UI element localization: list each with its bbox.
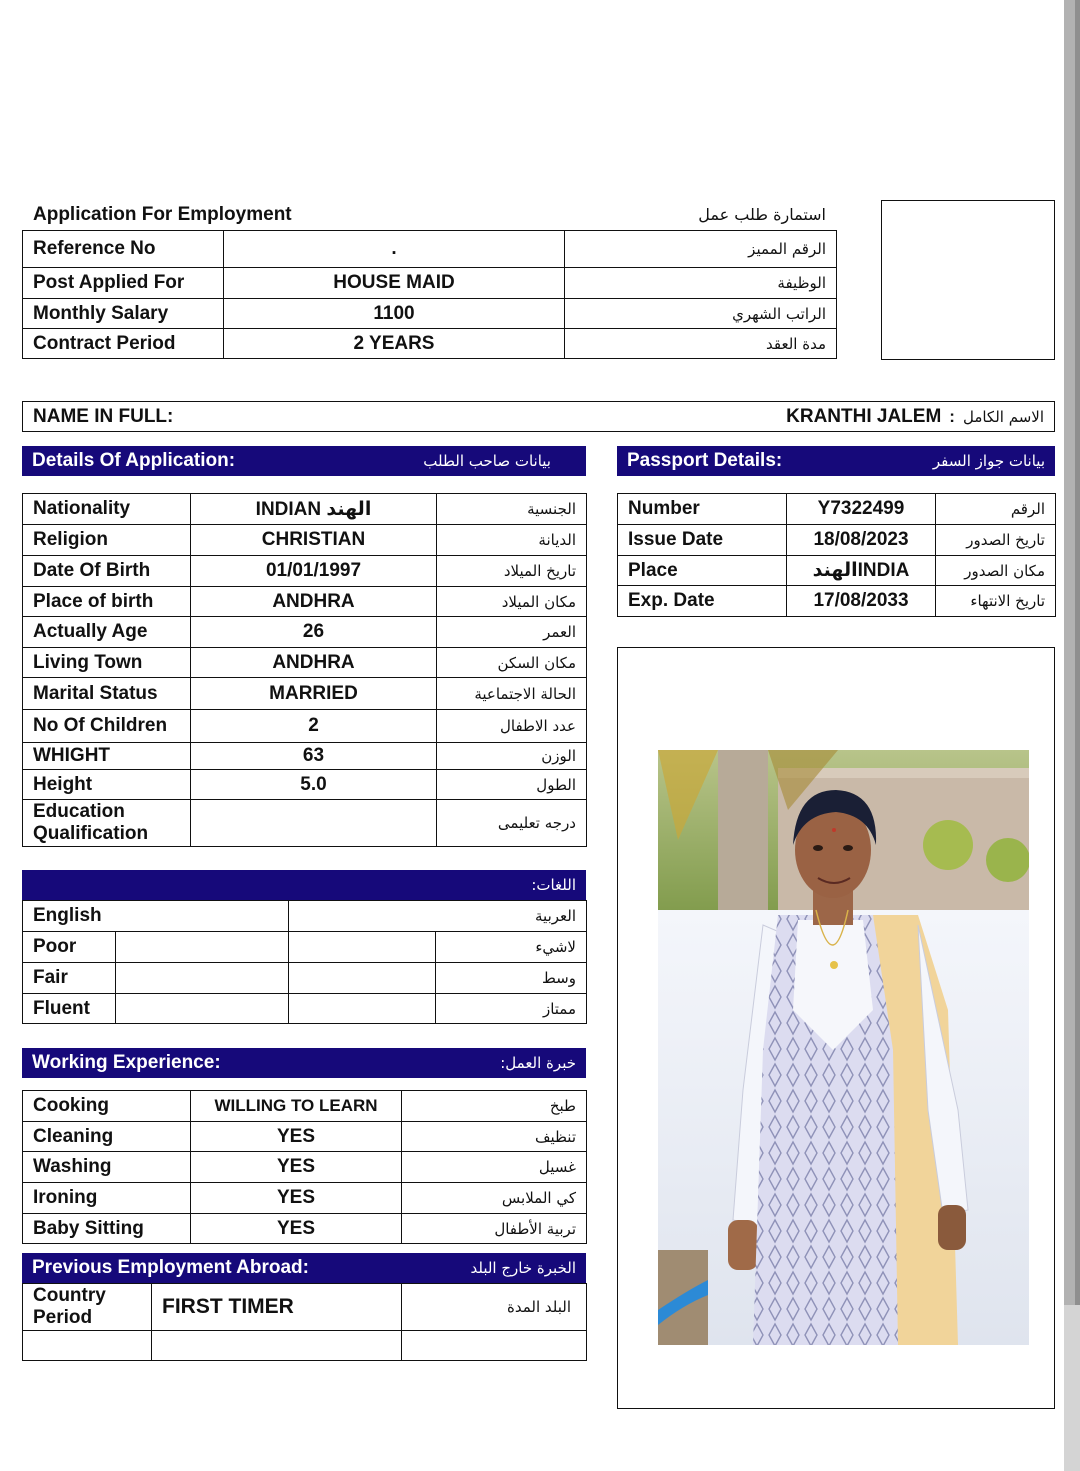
- children-label: No Of Children: [23, 710, 191, 743]
- age-label-ar: العمر: [437, 617, 587, 648]
- cooking-label-ar: طبخ: [402, 1091, 587, 1122]
- empty-cell: [152, 1331, 402, 1361]
- name-in-full-bar: [22, 401, 1055, 432]
- reference-no-value: .: [224, 231, 565, 268]
- details-header-en: Details Of Application:: [32, 450, 236, 471]
- ironing-label-ar: كي الملابس: [402, 1183, 587, 1214]
- previous-header-ar: الخبرة خارج البلد: [470, 1259, 576, 1277]
- age-label: Actually Age: [23, 617, 191, 648]
- table-row: [23, 963, 587, 994]
- previous-employment-table: [22, 1283, 587, 1361]
- cooking-label: Cooking: [23, 1091, 191, 1122]
- passport-number-label: Number: [618, 494, 787, 525]
- arabic-column-label: العربية: [289, 901, 587, 932]
- weight-label: WHIGHT: [23, 743, 191, 770]
- passport-table: [617, 493, 1056, 617]
- table-row: [23, 1214, 587, 1244]
- contract-period-value: 2 YEARS: [224, 329, 565, 359]
- table-row: [23, 268, 837, 299]
- country-period-value: FIRST TIMER: [152, 1284, 402, 1331]
- place-of-birth-label: Place of birth: [23, 587, 191, 617]
- table-row: [618, 556, 1056, 586]
- children-label-ar: عدد الاطفال: [437, 710, 587, 743]
- issue-place-label: Place: [618, 556, 787, 586]
- nationality-label-ar: الجنسية: [437, 494, 587, 525]
- experience-header-en: Working Experience:: [32, 1052, 221, 1073]
- table-row: [23, 994, 587, 1024]
- ironing-value: YES: [191, 1183, 402, 1214]
- table-row: [23, 901, 587, 932]
- arabic-poor-cell: [289, 932, 436, 963]
- baby-sitting-value: YES: [191, 1214, 402, 1244]
- table-row: [23, 710, 587, 743]
- nationality-label: Nationality: [23, 494, 191, 525]
- education-label: Education Qualification: [23, 800, 191, 847]
- table-row: [23, 932, 587, 963]
- ironing-label: Ironing: [23, 1183, 191, 1214]
- table-row: [23, 1091, 587, 1122]
- post-applied-label-ar: الوظيفة: [565, 268, 837, 299]
- fluent-label-ar: ممتاز: [436, 994, 587, 1024]
- passport-number-value: Y7322499: [787, 494, 936, 525]
- table-row: [23, 1152, 587, 1183]
- reference-no-label-ar: الرقم المميز: [565, 231, 837, 268]
- dob-value: 01/01/1997: [191, 556, 437, 587]
- application-summary-table: [22, 230, 837, 359]
- fair-label: Fair: [23, 963, 116, 994]
- education-value: [191, 800, 437, 847]
- monthly-salary-value: 1100: [224, 299, 565, 329]
- table-row: [23, 1331, 587, 1361]
- previous-header-en: Previous Employment Abroad:: [32, 1257, 309, 1278]
- contract-period-label-ar: مدة العقد: [565, 329, 837, 359]
- place-of-birth-value: ANDHRA: [191, 587, 437, 617]
- experience-header-ar: خبرة العمل:: [500, 1054, 576, 1072]
- table-row: [618, 494, 1056, 525]
- name-separator: :: [949, 406, 955, 426]
- table-row: [23, 525, 587, 556]
- previous-employment-header: [22, 1253, 586, 1283]
- children-value: 2: [191, 710, 437, 743]
- table-row: [618, 586, 1056, 617]
- empty-cell: [402, 1331, 587, 1361]
- name-label-ar: الاسم الكامل: [962, 407, 1044, 426]
- age-value: 26: [191, 617, 437, 648]
- table-row: [23, 1284, 587, 1331]
- height-value: 5.0: [191, 770, 437, 800]
- living-town-label-ar: مكان السكن: [437, 648, 587, 678]
- reference-no-label: Reference No: [23, 231, 224, 268]
- expiry-date-label-ar: تاريخ الانتهاء: [936, 586, 1056, 617]
- fair-label-ar: وسط: [436, 963, 587, 994]
- religion-label: Religion: [23, 525, 191, 556]
- languages-table: [22, 900, 587, 1024]
- form-title-ar: استمارة طلب عمل: [698, 205, 826, 224]
- table-row: [23, 329, 837, 359]
- english-column-label: English: [23, 901, 289, 932]
- issue-date-value: 18/08/2023: [787, 525, 936, 556]
- contract-period-label: Contract Period: [23, 329, 224, 359]
- arabic-fluent-cell: [289, 994, 436, 1024]
- cleaning-label: Cleaning: [23, 1122, 191, 1152]
- monthly-salary-label: Monthly Salary: [23, 299, 224, 329]
- cleaning-value: YES: [191, 1122, 402, 1152]
- washing-label-ar: غسيل: [402, 1152, 587, 1183]
- dob-label: Date Of Birth: [23, 556, 191, 587]
- table-row: [23, 743, 587, 770]
- expiry-date-label: Exp. Date: [618, 586, 787, 617]
- applicant-photo: [658, 750, 1029, 1345]
- issue-date-label: Issue Date: [618, 525, 787, 556]
- details-section-header: [22, 446, 586, 476]
- country-period-label-ar: البلد المدة: [402, 1284, 587, 1331]
- issue-date-label-ar: تاريخ الصدور: [936, 525, 1056, 556]
- table-row: [23, 494, 587, 525]
- languages-section-header: [22, 870, 586, 900]
- passport-photo-placeholder: [881, 200, 1055, 360]
- english-poor-cell: [116, 932, 289, 963]
- table-row: [23, 231, 837, 268]
- name-value-group: [786, 406, 1044, 428]
- table-row: [23, 678, 587, 710]
- marital-status-label-ar: الحالة الاجتماعية: [437, 678, 587, 710]
- details-table: [22, 493, 587, 847]
- table-row: [23, 299, 837, 329]
- baby-sitting-label: Baby Sitting: [23, 1214, 191, 1244]
- living-town-label: Living Town: [23, 648, 191, 678]
- applicant-photo-illustration: [658, 750, 1029, 1345]
- baby-sitting-label-ar: تربية الأطفال: [402, 1214, 587, 1244]
- marital-status-label: Marital Status: [23, 678, 191, 710]
- vertical-scrollbar-thumb[interactable]: [1064, 0, 1080, 1305]
- monthly-salary-label-ar: الراتب الشهري: [565, 299, 837, 329]
- weight-label-ar: الوزن: [437, 743, 587, 770]
- name-label-en: NAME IN FULL:: [33, 405, 174, 427]
- poor-label-ar: لاشيء: [436, 932, 587, 963]
- form-title-en: Application For Employment: [33, 204, 292, 225]
- washing-label: Washing: [23, 1152, 191, 1183]
- passport-number-label-ar: الرقم: [936, 494, 1056, 525]
- table-row: [618, 525, 1056, 556]
- details-header-ar: بيانات صاحب الطلب: [423, 452, 551, 470]
- height-label-ar: الطول: [437, 770, 587, 800]
- height-label: Height: [23, 770, 191, 800]
- washing-value: YES: [191, 1152, 402, 1183]
- passport-header-en: Passport Details:: [627, 450, 783, 471]
- passport-section-header: [617, 446, 1055, 476]
- passport-header-ar: بيانات جواز السفر: [932, 452, 1045, 470]
- cooking-value: WILLING TO LEARN: [191, 1091, 402, 1122]
- living-town-value: ANDHRA: [191, 648, 437, 678]
- place-of-birth-label-ar: مكان الميلاد: [437, 587, 587, 617]
- table-row: [23, 648, 587, 678]
- arabic-fair-cell: [289, 963, 436, 994]
- dob-label-ar: تاريخ الميلاد: [437, 556, 587, 587]
- education-label-ar: درجه تعليمى: [437, 800, 587, 847]
- fluent-label: Fluent: [23, 994, 116, 1024]
- religion-label-ar: الديانة: [437, 525, 587, 556]
- poor-label: Poor: [23, 932, 116, 963]
- english-fluent-cell: [116, 994, 289, 1024]
- applicant-name: KRANTHI JALEM: [786, 405, 942, 427]
- experience-section-header: [22, 1048, 586, 1078]
- table-row: [23, 587, 587, 617]
- expiry-date-value: 17/08/2033: [787, 586, 936, 617]
- religion-value: CHRISTIAN: [191, 525, 437, 556]
- marital-status-value: MARRIED: [191, 678, 437, 710]
- issue-place-label-ar: مكان الصدور: [936, 556, 1056, 586]
- weight-value: 63: [191, 743, 437, 770]
- experience-table: [22, 1090, 587, 1244]
- cleaning-label-ar: تنظيف: [402, 1122, 587, 1152]
- table-row: [23, 556, 587, 587]
- post-applied-label: Post Applied For: [23, 268, 224, 299]
- empty-cell: [23, 1331, 152, 1361]
- english-fair-cell: [116, 963, 289, 994]
- table-row: [23, 617, 587, 648]
- table-row: [23, 800, 587, 847]
- issue-place-value: الهندINDIA: [787, 556, 936, 586]
- table-row: [23, 770, 587, 800]
- post-applied-value: HOUSE MAID: [224, 268, 565, 299]
- nationality-value: INDIAN الهند: [191, 494, 437, 525]
- table-row: [23, 1122, 587, 1152]
- country-period-label: Country Period: [23, 1284, 152, 1331]
- table-row: [23, 1183, 587, 1214]
- languages-header-ar: اللغات:: [531, 876, 576, 894]
